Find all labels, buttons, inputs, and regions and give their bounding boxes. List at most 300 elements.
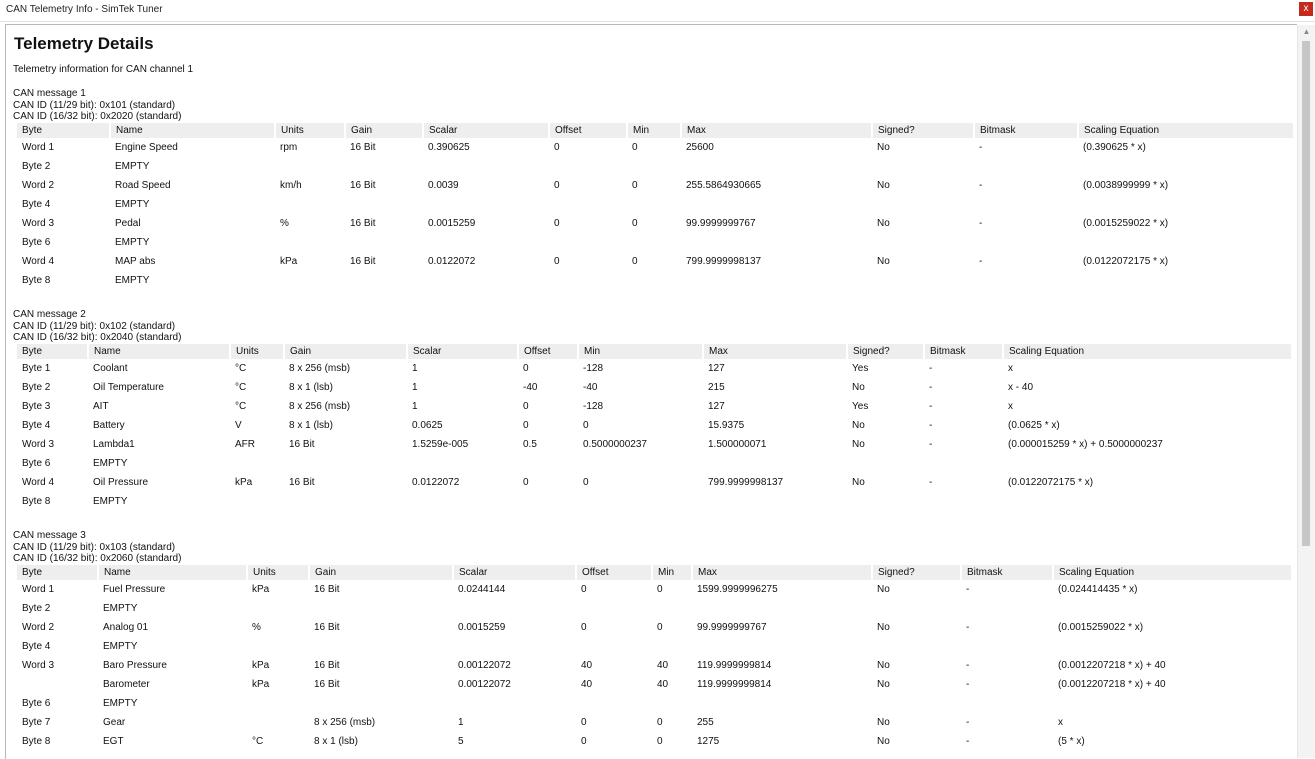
table-row xyxy=(17,435,1292,454)
column-header: Max xyxy=(703,344,847,359)
table-cell: No xyxy=(877,218,890,229)
table-cell: 5 xyxy=(458,736,464,747)
table-cell xyxy=(1078,157,1294,176)
column-header: Name xyxy=(110,123,275,138)
table-cell xyxy=(974,271,1078,290)
table-cell: 0 xyxy=(554,218,560,229)
channel-info: Telemetry information for CAN channel 1 xyxy=(13,64,194,75)
table-cell: No xyxy=(877,256,890,267)
table-cell: 8 x 1 (lsb) xyxy=(289,420,333,431)
table-cell: 0.00122072 xyxy=(458,679,511,690)
table-cell: 1 xyxy=(412,363,418,374)
table-cell xyxy=(549,271,627,290)
table-cell: 1 xyxy=(412,401,418,412)
column-header: Scaling Equation xyxy=(1078,123,1294,138)
table-row xyxy=(17,618,1292,637)
table-cell xyxy=(924,492,1003,511)
column-header: Bitmask xyxy=(961,565,1053,580)
table-cell xyxy=(1053,694,1292,713)
table-cell: Byte 2 xyxy=(22,382,51,393)
table-cell: EMPTY xyxy=(103,698,138,709)
table-cell: 0.0039 xyxy=(428,180,459,191)
table-cell: No xyxy=(877,142,890,153)
table-cell xyxy=(847,492,924,511)
table-cell: 255.5864930665 xyxy=(686,180,762,191)
table-cell xyxy=(345,271,423,290)
column-header: Gain xyxy=(309,565,453,580)
table-cell xyxy=(872,637,961,656)
table-row xyxy=(17,599,1292,618)
table-row xyxy=(17,359,1292,378)
table-cell: Word 3 xyxy=(22,660,55,671)
table-cell: (0.0012207218 * x) + 40 xyxy=(1058,679,1166,690)
table-cell: x xyxy=(1008,401,1013,412)
table-cell: 16 Bit xyxy=(350,180,376,191)
table-cell: 0 xyxy=(523,401,529,412)
table-cell xyxy=(284,454,407,473)
table-cell xyxy=(247,637,309,656)
column-header: Bitmask xyxy=(974,123,1078,138)
table-row xyxy=(17,214,1294,233)
table-cell: % xyxy=(280,218,289,229)
table-cell: - xyxy=(929,382,933,393)
table-cell: 8 x 256 (msb) xyxy=(314,717,376,728)
telemetry-table xyxy=(17,344,1293,511)
table-cell xyxy=(309,599,453,618)
can-message-header-line: CAN ID (16/32 bit): 0x2060 (standard) xyxy=(13,553,182,564)
table-cell xyxy=(345,195,423,214)
table-cell: 0 xyxy=(632,180,638,191)
table-cell: 0 xyxy=(581,717,587,728)
table-cell xyxy=(423,233,549,252)
table-cell: 1275 xyxy=(697,736,720,747)
can-message-header xyxy=(13,88,181,123)
table-cell: No xyxy=(877,180,890,191)
table-cell: Byte 4 xyxy=(22,199,51,210)
table-cell xyxy=(576,694,652,713)
table-cell: 16 Bit xyxy=(314,584,340,595)
column-header: Max xyxy=(692,565,872,580)
column-header: Units xyxy=(275,123,345,138)
column-header: Gain xyxy=(284,344,407,359)
table-cell: kPa xyxy=(252,584,270,595)
table-cell: 127 xyxy=(708,363,725,374)
column-header: Scalar xyxy=(453,565,576,580)
table-cell: - xyxy=(966,736,970,747)
table-cell xyxy=(453,599,576,618)
table-cell: (0.390625 * x) xyxy=(1083,142,1146,153)
table-cell xyxy=(627,233,681,252)
table-cell: V xyxy=(235,420,242,431)
telemetry-table xyxy=(17,565,1293,751)
table-cell: -128 xyxy=(583,401,604,412)
table-cell: 40 xyxy=(581,660,593,671)
report-view xyxy=(5,24,1297,759)
table-cell: kPa xyxy=(235,477,253,488)
table-cell: 40 xyxy=(581,679,593,690)
table-cell xyxy=(230,492,284,511)
table-cell: (0.0015259022 * x) xyxy=(1058,622,1144,633)
table-cell xyxy=(872,271,974,290)
table-cell xyxy=(549,195,627,214)
table-row xyxy=(17,675,1292,694)
can-message-header-line: CAN ID (11/29 bit): 0x101 (standard) xyxy=(13,99,176,111)
table-cell: No xyxy=(877,736,890,747)
table-cell xyxy=(247,599,309,618)
table-cell: No xyxy=(852,477,865,488)
table-cell: Coolant xyxy=(93,363,128,374)
table-cell: No xyxy=(852,439,865,450)
table-cell: -40 xyxy=(583,382,598,393)
can-message-header-line: CAN message 1 xyxy=(13,88,86,99)
table-cell: (5 * x) xyxy=(1058,736,1085,747)
table-row xyxy=(17,473,1292,492)
table-cell xyxy=(17,675,98,694)
table-row xyxy=(17,378,1292,397)
vertical-scrollbar[interactable] xyxy=(1297,25,1315,758)
table-cell: No xyxy=(877,717,890,728)
table-cell: - xyxy=(979,142,983,153)
table-header-row xyxy=(17,123,1294,138)
column-header: Scalar xyxy=(407,344,518,359)
table-cell: - xyxy=(966,660,970,671)
table-cell: kPa xyxy=(280,256,298,267)
table-cell xyxy=(275,195,345,214)
table-cell: 16 Bit xyxy=(289,477,315,488)
table-cell: Word 2 xyxy=(22,180,55,191)
table-row xyxy=(17,454,1292,473)
table-cell xyxy=(518,454,578,473)
table-cell: - xyxy=(979,218,983,229)
table-cell xyxy=(247,713,309,732)
table-cell xyxy=(576,599,652,618)
table-cell: Byte 1 xyxy=(22,363,51,374)
telemetry-table xyxy=(17,123,1295,290)
table-cell: Byte 4 xyxy=(22,420,51,431)
table-cell: 0 xyxy=(523,363,529,374)
table-cell xyxy=(1053,599,1292,618)
table-cell: EMPTY xyxy=(115,237,150,248)
table-row xyxy=(17,157,1294,176)
table-cell: Oil Pressure xyxy=(93,477,149,488)
table-cell xyxy=(275,233,345,252)
table-cell: AFR xyxy=(235,439,255,450)
window-title: CAN Telemetry Info - SimTek Tuner xyxy=(6,4,163,15)
column-header: Min xyxy=(627,123,681,138)
table-cell: Battery xyxy=(93,420,125,431)
table-cell: 0.0015259 xyxy=(428,218,476,229)
table-cell: 127 xyxy=(708,401,725,412)
table-cell: 0 xyxy=(583,420,589,431)
table-cell: Word 2 xyxy=(22,622,55,633)
table-cell xyxy=(703,492,847,511)
table-row xyxy=(17,656,1292,675)
table-cell: - xyxy=(929,363,933,374)
table-cell xyxy=(872,599,961,618)
scrollbar-thumb[interactable] xyxy=(1302,41,1310,546)
table-cell: Oil Temperature xyxy=(93,382,164,393)
table-cell: MAP abs xyxy=(115,256,156,267)
table-row xyxy=(17,416,1292,435)
table-cell: 16 Bit xyxy=(350,256,376,267)
table-cell xyxy=(275,157,345,176)
table-cell: 0 xyxy=(581,584,587,595)
column-header: Offset xyxy=(576,565,652,580)
table-cell: 0.0122072 xyxy=(412,477,460,488)
table-cell: No xyxy=(877,660,890,671)
table-cell xyxy=(247,694,309,713)
table-cell: Yes xyxy=(852,401,869,412)
table-cell: kPa xyxy=(252,660,270,671)
table-cell: Word 4 xyxy=(22,256,55,267)
table-cell: Byte 6 xyxy=(22,458,51,469)
table-cell: Lambda1 xyxy=(93,439,135,450)
can-message-header-line: CAN message 3 xyxy=(13,530,86,541)
table-cell: - xyxy=(979,256,983,267)
table-cell: - xyxy=(966,622,970,633)
can-message-header-line: CAN message 2 xyxy=(13,309,86,320)
table-cell xyxy=(681,271,872,290)
table-cell: (0.0122072175 * x) xyxy=(1083,256,1169,267)
table-cell: Word 1 xyxy=(22,142,55,153)
table-cell: 16 Bit xyxy=(314,622,340,633)
table-cell: - xyxy=(929,420,933,431)
table-row xyxy=(17,397,1292,416)
table-cell: 0.390625 xyxy=(428,142,470,153)
table-row xyxy=(17,176,1294,195)
table-cell: EMPTY xyxy=(115,199,150,210)
table-cell: EMPTY xyxy=(93,458,128,469)
table-cell: EGT xyxy=(103,736,124,747)
table-cell: Byte 3 xyxy=(22,401,51,412)
table-cell xyxy=(692,637,872,656)
table-cell: 8 x 256 (msb) xyxy=(289,363,351,374)
table-cell xyxy=(230,454,284,473)
table-cell xyxy=(309,637,453,656)
table-cell: 0 xyxy=(523,420,529,431)
table-cell: 16 Bit xyxy=(350,142,376,153)
table-cell: 25600 xyxy=(686,142,714,153)
table-cell: 215 xyxy=(708,382,725,393)
table-cell: Fuel Pressure xyxy=(103,584,166,595)
close-button[interactable]: x xyxy=(1299,2,1313,16)
table-cell xyxy=(872,694,961,713)
table-cell: Barometer xyxy=(103,679,150,690)
table-cell xyxy=(961,694,1053,713)
table-cell: 0 xyxy=(554,256,560,267)
table-cell: Byte 4 xyxy=(22,641,51,652)
table-cell xyxy=(275,271,345,290)
table-cell: 99.9999999767 xyxy=(686,218,756,229)
table-cell: 0 xyxy=(554,180,560,191)
table-cell: (0.000015259 * x) + 0.5000000237 xyxy=(1008,439,1163,450)
table-cell: 16 Bit xyxy=(314,679,340,690)
table-cell: °C xyxy=(235,401,247,412)
table-cell xyxy=(576,637,652,656)
table-cell xyxy=(284,492,407,511)
table-row xyxy=(17,580,1292,599)
table-cell: 1 xyxy=(458,717,464,728)
table-cell: EMPTY xyxy=(115,275,150,286)
table-cell: Word 1 xyxy=(22,584,55,595)
table-cell xyxy=(703,454,847,473)
column-header: Min xyxy=(652,565,692,580)
table-header-row xyxy=(17,344,1292,359)
column-header: Name xyxy=(98,565,247,580)
table-cell: 119.9999999814 xyxy=(697,660,772,671)
table-cell xyxy=(309,694,453,713)
column-header: Scaling Equation xyxy=(1053,565,1292,580)
column-header: Bitmask xyxy=(924,344,1003,359)
table-cell xyxy=(1003,454,1292,473)
table-cell xyxy=(681,233,872,252)
table-cell: 119.9999999814 xyxy=(697,679,772,690)
table-cell: 40 xyxy=(657,660,669,671)
table-cell: Road Speed xyxy=(115,180,171,191)
column-header: Scalar xyxy=(423,123,549,138)
table-row xyxy=(17,252,1294,271)
table-cell xyxy=(1078,271,1294,290)
table-cell: 0.0625 xyxy=(412,420,443,431)
table-cell: x - 40 xyxy=(1008,382,1034,393)
table-cell: 15.9375 xyxy=(708,420,745,431)
table-cell: 0.5 xyxy=(523,439,537,450)
column-header: Name xyxy=(88,344,230,359)
table-cell: EMPTY xyxy=(103,641,138,652)
table-row xyxy=(17,233,1294,252)
table-cell: °C xyxy=(235,382,247,393)
table-cell: - xyxy=(966,717,970,728)
table-cell xyxy=(652,637,692,656)
table-cell xyxy=(578,454,703,473)
table-row xyxy=(17,637,1292,656)
table-cell xyxy=(518,492,578,511)
table-row xyxy=(17,138,1294,157)
table-cell: - xyxy=(929,401,933,412)
column-header: Min xyxy=(578,344,703,359)
table-cell: No xyxy=(852,382,865,393)
table-cell: x xyxy=(1008,363,1013,374)
table-cell xyxy=(961,637,1053,656)
table-cell: 8 x 1 (lsb) xyxy=(314,736,358,747)
table-cell: % xyxy=(252,622,261,633)
can-message-header-line: CAN ID (16/32 bit): 0x2020 (standard) xyxy=(13,111,182,122)
table-row xyxy=(17,492,1292,511)
table-cell: 16 Bit xyxy=(314,660,340,671)
table-cell: 0 xyxy=(632,218,638,229)
table-cell: 0 xyxy=(554,142,560,153)
table-cell: - xyxy=(966,584,970,595)
table-cell xyxy=(974,157,1078,176)
table-cell: km/h xyxy=(280,180,302,191)
table-cell xyxy=(681,157,872,176)
can-message-header xyxy=(13,309,181,344)
table-cell: Byte 8 xyxy=(22,496,51,507)
table-cell: Analog 01 xyxy=(103,622,149,633)
page-title: Telemetry Details xyxy=(14,34,154,53)
column-header: Gain xyxy=(345,123,423,138)
table-row xyxy=(17,694,1292,713)
table-cell: Byte 2 xyxy=(22,603,51,614)
table-cell: - xyxy=(929,439,933,450)
table-cell: - xyxy=(929,477,933,488)
table-cell xyxy=(423,157,549,176)
column-header: Max xyxy=(681,123,872,138)
table-cell: (0.0625 * x) xyxy=(1008,420,1060,431)
table-cell xyxy=(692,599,872,618)
table-cell xyxy=(627,271,681,290)
column-header: Signed? xyxy=(872,123,974,138)
table-cell: 8 x 1 (lsb) xyxy=(289,382,333,393)
table-cell xyxy=(872,233,974,252)
table-cell: 0.00122072 xyxy=(458,660,511,671)
table-cell xyxy=(652,599,692,618)
table-cell: 1.5259e-005 xyxy=(412,439,469,450)
table-cell xyxy=(578,492,703,511)
table-cell: Byte 6 xyxy=(22,698,51,709)
table-cell: Pedal xyxy=(115,218,141,229)
column-header: Units xyxy=(230,344,284,359)
table-cell: AIT xyxy=(93,401,109,412)
can-message-header xyxy=(13,530,181,565)
table-cell xyxy=(627,195,681,214)
can-message-header-line: CAN ID (11/29 bit): 0x102 (standard) xyxy=(13,320,176,332)
column-header: Byte xyxy=(17,123,110,138)
table-cell: 0 xyxy=(632,142,638,153)
table-cell: No xyxy=(877,622,890,633)
table-row xyxy=(17,271,1294,290)
column-header: Signed? xyxy=(847,344,924,359)
table-cell: rpm xyxy=(280,142,298,153)
table-cell: kPa xyxy=(252,679,270,690)
column-header: Offset xyxy=(518,344,578,359)
table-cell: (0.0015259022 * x) xyxy=(1083,218,1169,229)
table-cell xyxy=(652,694,692,713)
table-cell: Engine Speed xyxy=(115,142,178,153)
table-row xyxy=(17,195,1294,214)
scroll-up-icon[interactable]: ▲ xyxy=(1302,27,1311,36)
table-cell: Gear xyxy=(103,717,126,728)
table-cell: Yes xyxy=(852,363,869,374)
table-cell xyxy=(345,157,423,176)
table-cell: EMPTY xyxy=(103,603,138,614)
table-cell: - xyxy=(979,180,983,191)
table-row xyxy=(17,713,1292,732)
table-cell xyxy=(974,195,1078,214)
table-cell: 255 xyxy=(697,717,714,728)
window-titlebar xyxy=(0,0,1315,22)
table-cell: 0.0244144 xyxy=(458,584,506,595)
column-header: Byte xyxy=(17,344,88,359)
table-cell: No xyxy=(852,420,865,431)
table-cell: (0.024414435 * x) xyxy=(1058,584,1138,595)
table-cell: 0 xyxy=(657,736,663,747)
table-cell xyxy=(1003,492,1292,511)
table-cell: 799.9999998137 xyxy=(708,477,784,488)
table-cell: 0 xyxy=(583,477,589,488)
table-cell xyxy=(345,233,423,252)
table-cell xyxy=(627,157,681,176)
table-cell: 1599.9999996275 xyxy=(697,584,778,595)
table-cell: 1 xyxy=(412,382,418,393)
table-cell: 0 xyxy=(523,477,529,488)
table-cell xyxy=(872,195,974,214)
table-cell: Byte 2 xyxy=(22,161,51,172)
table-cell: 0 xyxy=(581,736,587,747)
table-cell: 40 xyxy=(657,679,669,690)
table-cell xyxy=(974,233,1078,252)
table-cell: 799.9999998137 xyxy=(686,256,762,267)
